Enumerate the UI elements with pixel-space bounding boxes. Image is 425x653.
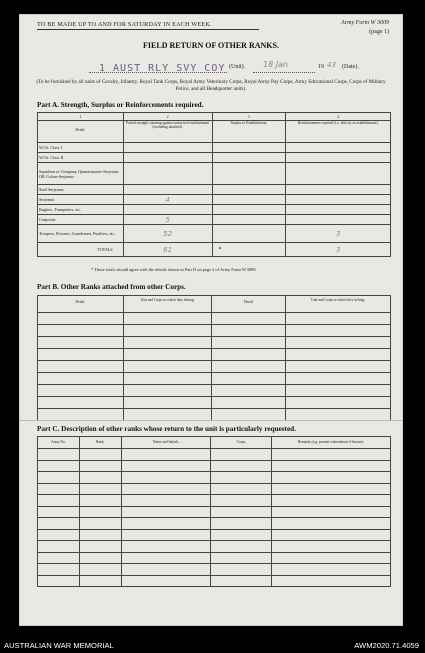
table-row <box>38 205 391 215</box>
row-label: Troopers, Privates, Guardsmen, Fusiliers, etc. <box>38 225 124 243</box>
col-header-remarks <box>272 437 391 449</box>
col-header-text: Name and Initials. <box>152 440 180 444</box>
table-row <box>38 506 391 518</box>
row-label: Squadron or Company Quartermaster-Serjeants OR Colour-Serjeants <box>38 163 124 185</box>
table-row <box>38 163 391 185</box>
col-header-corps <box>211 437 272 449</box>
table-row <box>38 460 391 472</box>
surplus-cell <box>212 153 286 163</box>
col-header-text: Rank. <box>96 440 105 444</box>
col-header-text: Corps. <box>236 440 247 444</box>
strength-cell <box>123 153 212 163</box>
surplus-cell <box>212 185 286 195</box>
part-b-heading: Part B. Other Ranks attached from other Corps. <box>37 283 186 291</box>
furnish-note: (To be furnished by all units of Cavalry, Infantry, Royal Tank Corps, Royal Army Veterinary Corps, Royal Army Pay Corps, Army Educational Corps, Corps of Military Police, and all Headquarter units). <box>36 79 386 92</box>
part-c-heading: Part C. Description of other ranks whose return to the unit is particularly requested. <box>37 425 296 433</box>
strength-cell <box>123 205 212 215</box>
footer-accession-number: AWM2020.71.4059 <box>354 641 419 650</box>
strength-cell: 4 <box>123 195 212 205</box>
col-header-text: Unit and Corps to which they belong. <box>311 298 366 302</box>
col-header-text: Surplus to Establishment. <box>230 121 268 125</box>
strength-cell: 52 <box>123 225 212 243</box>
col-number: 1 <box>38 113 124 121</box>
reinforcement-cell: 3 <box>286 225 391 243</box>
strength-cell <box>123 185 212 195</box>
col-number: 4 <box>286 113 391 121</box>
col-header-reinforcements <box>286 121 391 143</box>
col-header-surplus <box>212 121 286 143</box>
col-header-text: Detail. <box>244 300 254 304</box>
table-row <box>38 541 391 553</box>
table-row <box>38 337 391 349</box>
surplus-cell <box>212 215 286 225</box>
table-row <box>38 552 391 564</box>
strength-cell <box>123 163 212 185</box>
row-label: W.Os. Class II. <box>38 153 124 163</box>
table-row <box>38 325 391 337</box>
reinforcement-cell <box>286 163 391 185</box>
reinforcement-total: 3 <box>286 243 391 257</box>
col-header-army-no <box>38 437 80 449</box>
col-number: 3 <box>212 113 286 121</box>
surplus-total: * <box>212 243 286 257</box>
part-b-table <box>37 295 391 421</box>
row-label: W.Os. Class I. <box>38 143 124 153</box>
date-dotted-line <box>253 72 315 73</box>
footer-institution: AUSTRALIAN WAR MEMORIAL <box>4 641 114 650</box>
table-row <box>38 518 391 530</box>
reinforcement-cell <box>286 215 391 225</box>
year-prefix: 19 <box>318 64 324 70</box>
col-header-detail <box>38 296 124 313</box>
col-header-name <box>121 437 211 449</box>
part-a-table <box>37 112 391 257</box>
table-row <box>38 361 391 373</box>
table-row <box>38 575 391 587</box>
army-form-number: Army Form W 3009 <box>341 20 389 26</box>
col-header-text: Unit and Corps to which they belong. <box>140 298 195 302</box>
unit-label: (Unit). <box>229 64 246 70</box>
table-row <box>38 195 391 205</box>
row-label: Serjeants <box>38 195 124 205</box>
col-header-strength <box>123 121 212 143</box>
table-row <box>38 185 391 195</box>
handwritten-year: 43 <box>327 61 336 69</box>
strength-cell: 5 <box>123 215 212 225</box>
form-page <box>19 14 403 626</box>
reinforcement-cell <box>286 205 391 215</box>
table-row <box>38 385 391 397</box>
reinforcement-cell <box>286 185 391 195</box>
col-header-text: Army No. <box>51 440 66 444</box>
col-header-rank <box>79 437 121 449</box>
top-note: TO BE MADE UP TO AND FOR SATURDAY IN EACH WEEK. <box>37 21 212 28</box>
table-row <box>38 409 391 421</box>
table-row <box>38 153 391 163</box>
handwritten-date: 18 Jan <box>263 60 289 69</box>
part-c-table <box>37 436 391 587</box>
table-row <box>38 225 391 243</box>
fold-line <box>19 420 403 421</box>
surplus-cell <box>212 195 286 205</box>
surplus-cell <box>212 225 286 243</box>
totals-label: TOTALS <box>38 243 124 257</box>
col-header-detail <box>38 121 124 143</box>
row-label: Corporals <box>38 215 124 225</box>
table-row <box>38 495 391 507</box>
part-a-footnote: * These totals should agree with the details shown in Part D on page 2 of Army Form W.3009. <box>91 267 257 272</box>
reinforcement-cell <box>286 195 391 205</box>
table-row <box>38 143 391 153</box>
strength-cell <box>123 143 212 153</box>
surplus-cell <box>212 143 286 153</box>
form-title: FIELD RETURN OF OTHER RANKS. <box>143 41 279 50</box>
part-a-heading: Part A. Strength, Surplus or Reinforcements required. <box>37 101 204 109</box>
col-number: 2 <box>123 113 212 121</box>
col-header-text: Detail. <box>75 128 86 132</box>
row-label: Staff Serjeants <box>38 185 124 195</box>
table-row <box>38 313 391 325</box>
page-number: (page 1) <box>369 29 389 35</box>
surplus-cell <box>212 163 286 185</box>
table-row <box>38 449 391 461</box>
totals-row <box>38 243 391 257</box>
reinforcement-cell <box>286 153 391 163</box>
table-row <box>38 472 391 484</box>
col-header-text: Posted strength counting against authorised establishment (excluding attached). <box>126 121 210 129</box>
col-header-text: Remarks (e.g. present whereabouts if known). <box>298 440 365 444</box>
table-row <box>38 564 391 576</box>
table-row <box>38 483 391 495</box>
row-label: Buglers, Trumpeters, etc. <box>38 205 124 215</box>
table-row <box>38 349 391 361</box>
col-header-text: Reinforcements required (i.e. deficits on establishment). <box>297 121 379 125</box>
unit-stamp: 1 AUST RLY SVY COY <box>99 63 226 74</box>
table-row <box>38 529 391 541</box>
table-row <box>38 373 391 385</box>
col-header-unit <box>123 296 212 313</box>
col-header-detail <box>212 296 286 313</box>
col-header-text: Detail. <box>75 300 86 304</box>
table-row <box>38 215 391 225</box>
date-label: (Date). <box>342 64 359 70</box>
strength-total: 61 <box>123 243 212 257</box>
surplus-cell <box>212 205 286 215</box>
reinforcement-cell <box>286 143 391 153</box>
top-rule <box>37 29 259 30</box>
col-header-unit <box>286 296 391 313</box>
table-row <box>38 397 391 409</box>
